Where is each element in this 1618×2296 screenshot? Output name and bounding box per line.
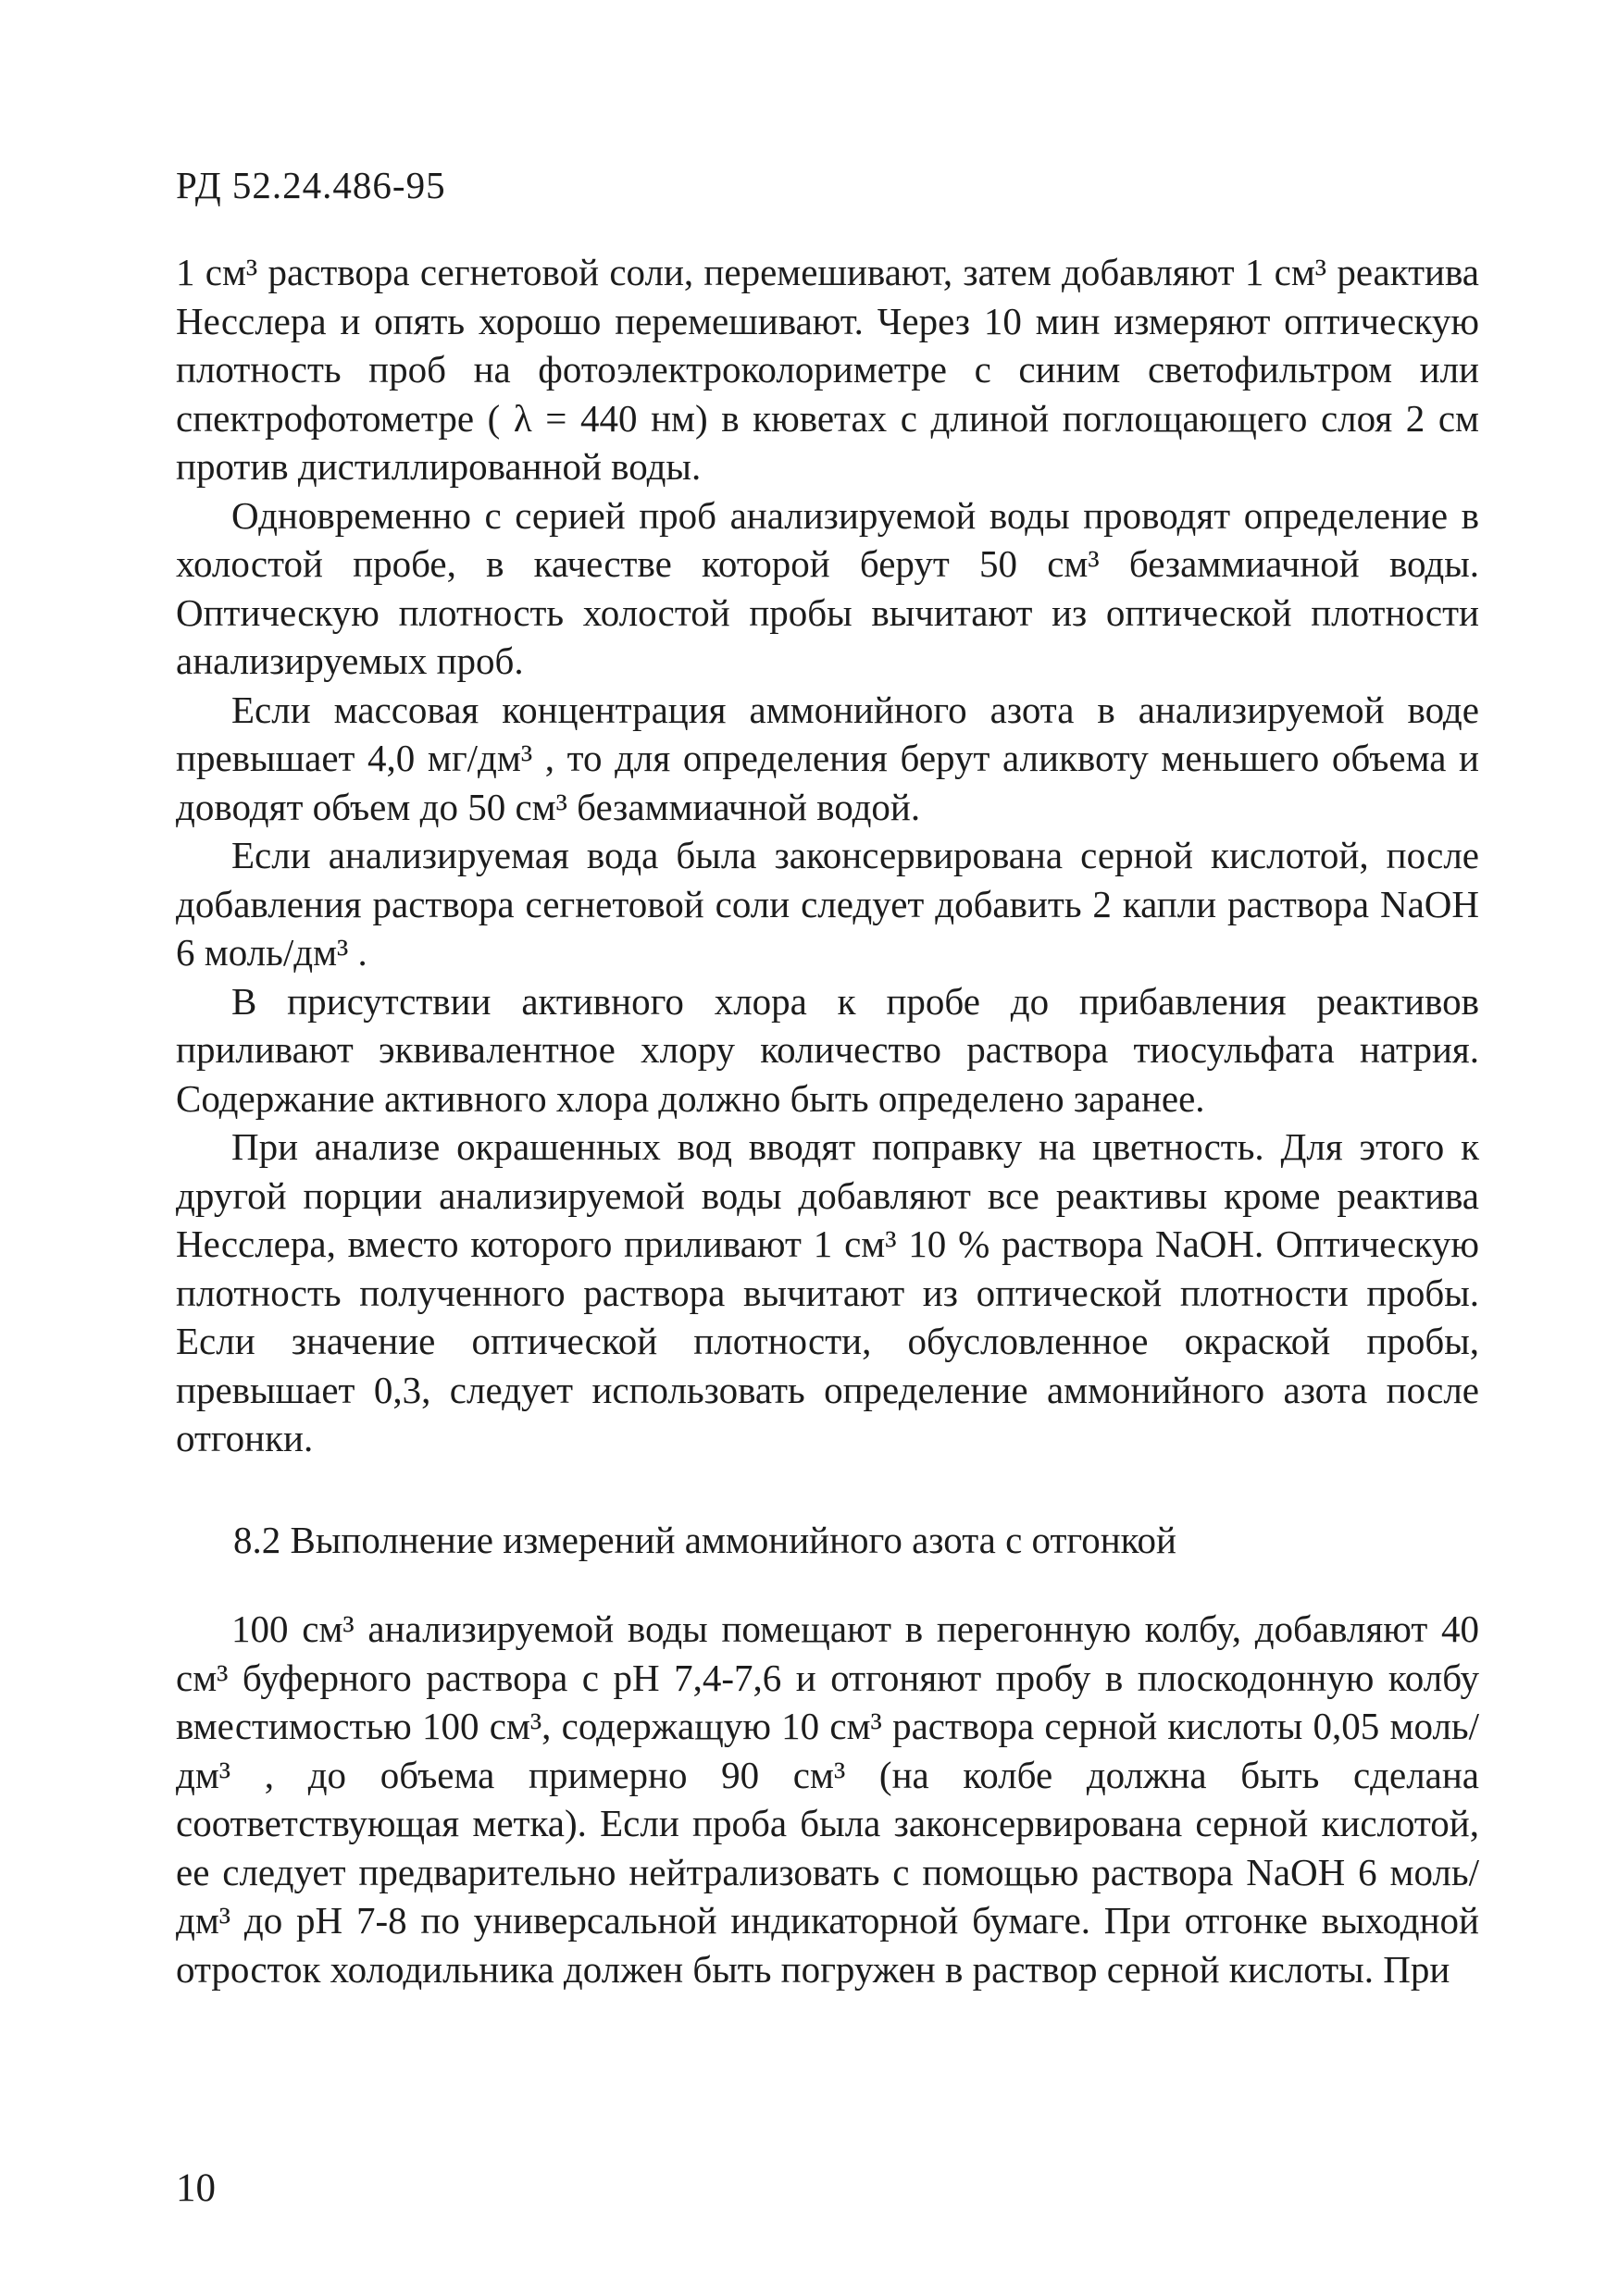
text-block-top (176, 248, 1479, 1463)
page-number: 10 (176, 2166, 216, 2210)
paragraph: 1 см³ раствора сегнетовой соли, перемешивают, затем добавляют 1 см³ реактива Несслера и опять хорошо перемешивают. Через 10 мин измеряют оптическую плотность проб на фотоэлектроколориметре с синим светофильтром или спектрофотометре ( λ = 440 нм) в кюветах с длиной поглощающего слоя 2 см против дистиллированной воды. (176, 251, 1479, 488)
text-block-bottom (176, 1605, 1479, 1993)
paragraph: При анализе окрашенных вод вводят поправку на цветность. Для этого к другой порции анализируемой воды добавляют все реактивы кроме реактива Несслера, вместо которого приливают 1 см³ 10 % раствора NaOH. Оптическую плотность полученного раствора вычитают из оптической плотности пробы. Если значение оптической плотности, обусловленное окраской пробы, превышает 0,3, следует использовать определение аммонийного азота после отгонки. (176, 1125, 1479, 1459)
document-header: РД 52.24.486-95 (176, 164, 446, 206)
paragraph: В присутствии активного хлора к пробе до прибавления реактивов приливают эквивалентное хлору количество раствора тиосульфата натрия. Содержание активного хлора должно быть определено заранее. (176, 979, 1479, 1120)
paragraph: 100 см³ анализируемой воды помещают в перегонную колбу, добавляют 40 см³ буферного раствора с pH 7,4-7,6 и отгоняют пробу в плоскодонную колбу вместимостью 100 см³, содержащую 10 см³ раствора серной кислоты 0,05 моль/дм³ , до объема примерно 90 см³ (на колбе должна быть сделана соответствующая метка). Если проба была законсервирована серной кислотой, ее следует предварительно нейтрализовать с помощью раствора NaOH 6 моль/дм³ до pH 7-8 по универсальной индикаторной бумаге. При отгонке выходной отросток холодильника должен быть погружен в раствор серной кислоты. При (176, 1607, 1479, 1991)
paragraph: Если анализируемая вода была законсервирована серной кислотой, после добавления раствора сегнетовой соли следует добавить 2 капли раствора NaOH 6 моль/дм³ . (176, 834, 1479, 974)
section-heading: 8.2 Выполнение измерений аммонийного азота с отгонкой (233, 1519, 1176, 1561)
paragraph: Одновременно с серией проб анализируемой воды проводят определение в холостой пробе, в качестве которой берут 50 см³ безаммиачной воды. Оптическую плотность холостой пробы вычитают из оптической плотности анализируемых проб. (176, 493, 1479, 682)
paragraph: Если массовая концентрация аммонийного азота в анализируемой воде превышает 4,0 мг/дм³ , то для определения берут аликвоту меньшего объема и доводят объем до 50 см³ безаммиачной водой. (176, 688, 1479, 828)
